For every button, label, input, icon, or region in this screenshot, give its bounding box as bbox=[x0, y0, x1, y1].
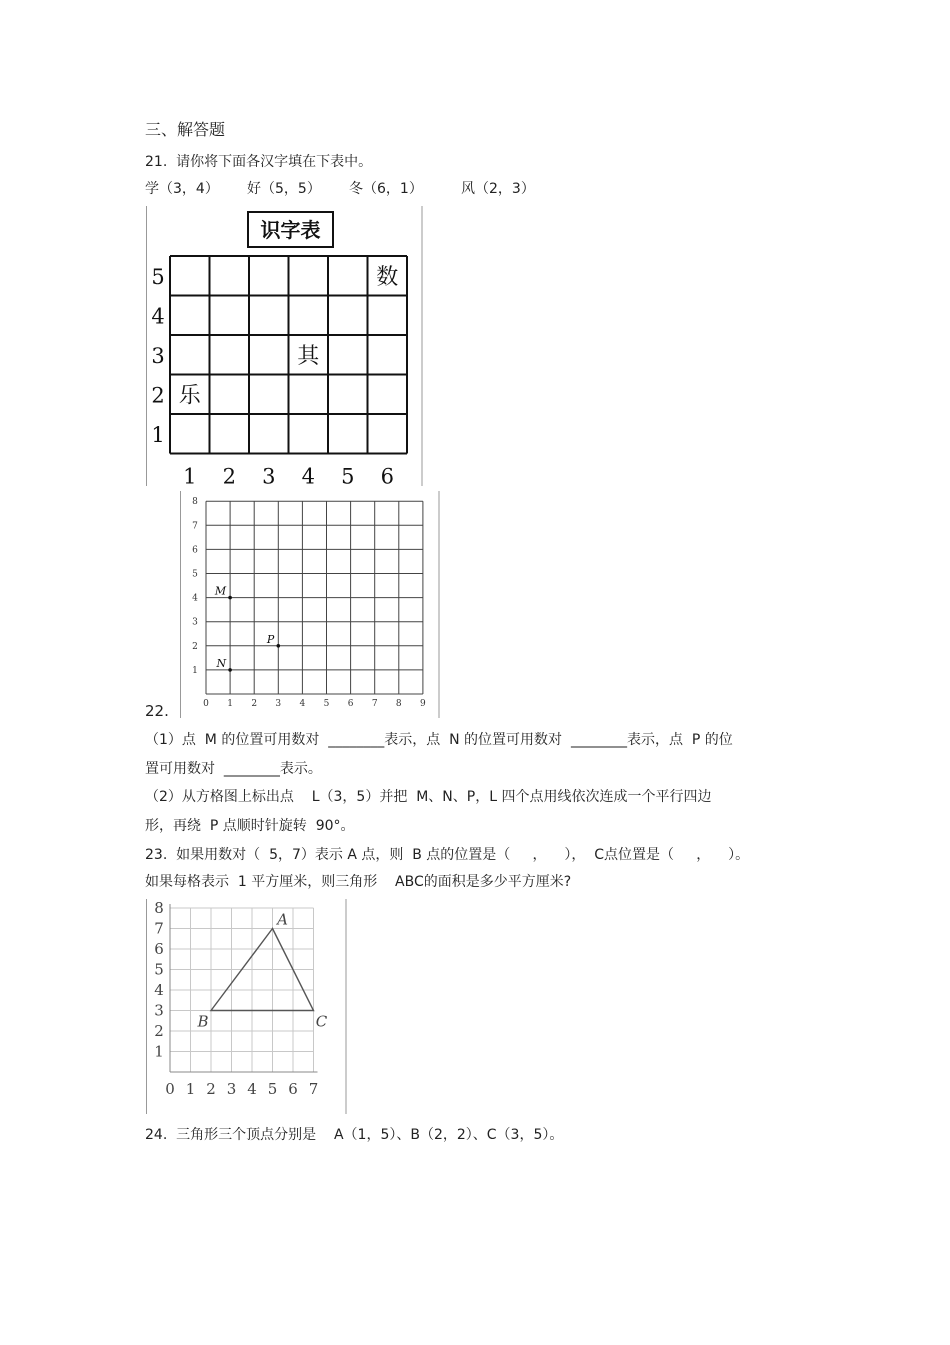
vertex-label: B bbox=[197, 1012, 209, 1031]
x-tick-label: 2 bbox=[251, 699, 258, 709]
y-tick-label: 7 bbox=[154, 919, 164, 938]
q22-number: 22. bbox=[145, 702, 169, 720]
x-tick-label: 1 bbox=[185, 1080, 196, 1098]
y-tick-label: 8 bbox=[154, 899, 164, 917]
q21-character-table bbox=[146, 206, 426, 486]
y-tick-label: 6 bbox=[154, 940, 164, 958]
q22-part2-line2: 形，再绕 P 点顺时针旋转 90°。 bbox=[145, 818, 355, 834]
y-tick-label: 4 bbox=[192, 593, 198, 604]
q22-part1-line2: 置可用数对 ________表示。 bbox=[145, 761, 322, 777]
table-col-label: 4 bbox=[301, 464, 315, 486]
x-tick-label: 6 bbox=[347, 699, 354, 709]
q23-triangle-grid bbox=[146, 899, 348, 1114]
q23-line1: 23. 如果用数对（ 5，7）表示 A 点，则 B 点的位置是（ ， ）， C点位置是（ ， ）。 bbox=[145, 847, 750, 863]
table-row-label: 3 bbox=[151, 343, 165, 368]
x-tick-label: 2 bbox=[206, 1080, 216, 1098]
section-title: 三、解答题 bbox=[145, 120, 226, 139]
vertex-label: A bbox=[277, 910, 288, 929]
x-tick-label: 0 bbox=[165, 1080, 175, 1098]
point-marker bbox=[277, 644, 281, 648]
y-tick-label: 6 bbox=[192, 545, 198, 556]
table-title: 识字表 bbox=[260, 218, 321, 242]
q21-item-4: 风（2，3） bbox=[461, 181, 535, 197]
y-tick-label: 3 bbox=[154, 1001, 164, 1020]
point-label: M bbox=[214, 584, 227, 598]
point-label: P bbox=[266, 632, 275, 646]
table-row-label: 2 bbox=[151, 383, 165, 408]
y-tick-label: 7 bbox=[192, 521, 198, 532]
y-tick-label: 5 bbox=[192, 569, 198, 580]
y-tick-label: 1 bbox=[154, 1042, 164, 1061]
q22-part1-line1: （1）点 M 的位置可用数对 ________表示，点 N 的位置可用数对 ________表示，点 P 的位 bbox=[145, 732, 733, 748]
x-tick-label: 1 bbox=[227, 699, 233, 709]
table-char: 数 bbox=[376, 264, 399, 290]
point-marker bbox=[228, 668, 232, 672]
y-tick-label: 1 bbox=[192, 665, 198, 676]
y-tick-label: 2 bbox=[154, 1022, 164, 1040]
table-row-label: 1 bbox=[151, 422, 165, 447]
q22-coordinate-grid bbox=[180, 491, 440, 718]
x-tick-label: 9 bbox=[420, 699, 426, 709]
q21-item-1: 学（3，4） bbox=[145, 181, 219, 197]
table-row-label: 4 bbox=[151, 304, 165, 329]
y-tick-label: 8 bbox=[192, 497, 198, 508]
table-col-label: 6 bbox=[380, 464, 394, 486]
table-col-label: 5 bbox=[341, 464, 355, 486]
table-col-label: 2 bbox=[222, 464, 236, 486]
y-tick-label: 4 bbox=[154, 981, 164, 999]
q24-line: 24. 三角形三个顶点分别是 A（1，5）、B（2，2）、C（3，5）。 bbox=[145, 1127, 564, 1143]
y-tick-label: 3 bbox=[192, 617, 198, 628]
x-tick-label: 7 bbox=[308, 1080, 319, 1098]
point-marker bbox=[228, 596, 232, 600]
y-tick-label: 2 bbox=[192, 641, 198, 652]
x-tick-label: 6 bbox=[288, 1080, 298, 1098]
table-char: 其 bbox=[297, 343, 320, 369]
table-col-label: 1 bbox=[183, 464, 197, 486]
x-tick-label: 5 bbox=[267, 1080, 278, 1098]
x-tick-label: 8 bbox=[395, 699, 402, 709]
table-char: 乐 bbox=[178, 383, 201, 409]
x-tick-label: 0 bbox=[203, 699, 209, 709]
table-col-label: 3 bbox=[262, 464, 276, 486]
table-row-label: 5 bbox=[151, 264, 165, 289]
x-tick-label: 3 bbox=[275, 699, 282, 709]
q21-prompt: 21. 请你将下面各汉字填在下表中。 bbox=[145, 154, 373, 170]
x-tick-label: 4 bbox=[247, 1080, 257, 1098]
x-tick-label: 3 bbox=[226, 1080, 237, 1098]
q21-item-2: 好（5，5） bbox=[247, 181, 321, 197]
vertex-label: C bbox=[315, 1012, 328, 1031]
y-tick-label: 5 bbox=[154, 960, 164, 979]
point-label: N bbox=[216, 656, 227, 670]
x-tick-label: 5 bbox=[323, 699, 330, 709]
q21-item-3: 冬（6，1） bbox=[349, 181, 423, 197]
x-tick-label: 4 bbox=[299, 699, 306, 709]
q22-part2-line1: （2）从方格图上标出点 L（3，5）并把 M、N、P，L 四个点用线依次连成一个平行四边 bbox=[145, 789, 712, 805]
x-tick-label: 7 bbox=[371, 699, 378, 709]
q23-line2: 如果每格表示 1 平方厘米，则三角形 ABC的面积是多少平方厘米? bbox=[145, 874, 572, 890]
